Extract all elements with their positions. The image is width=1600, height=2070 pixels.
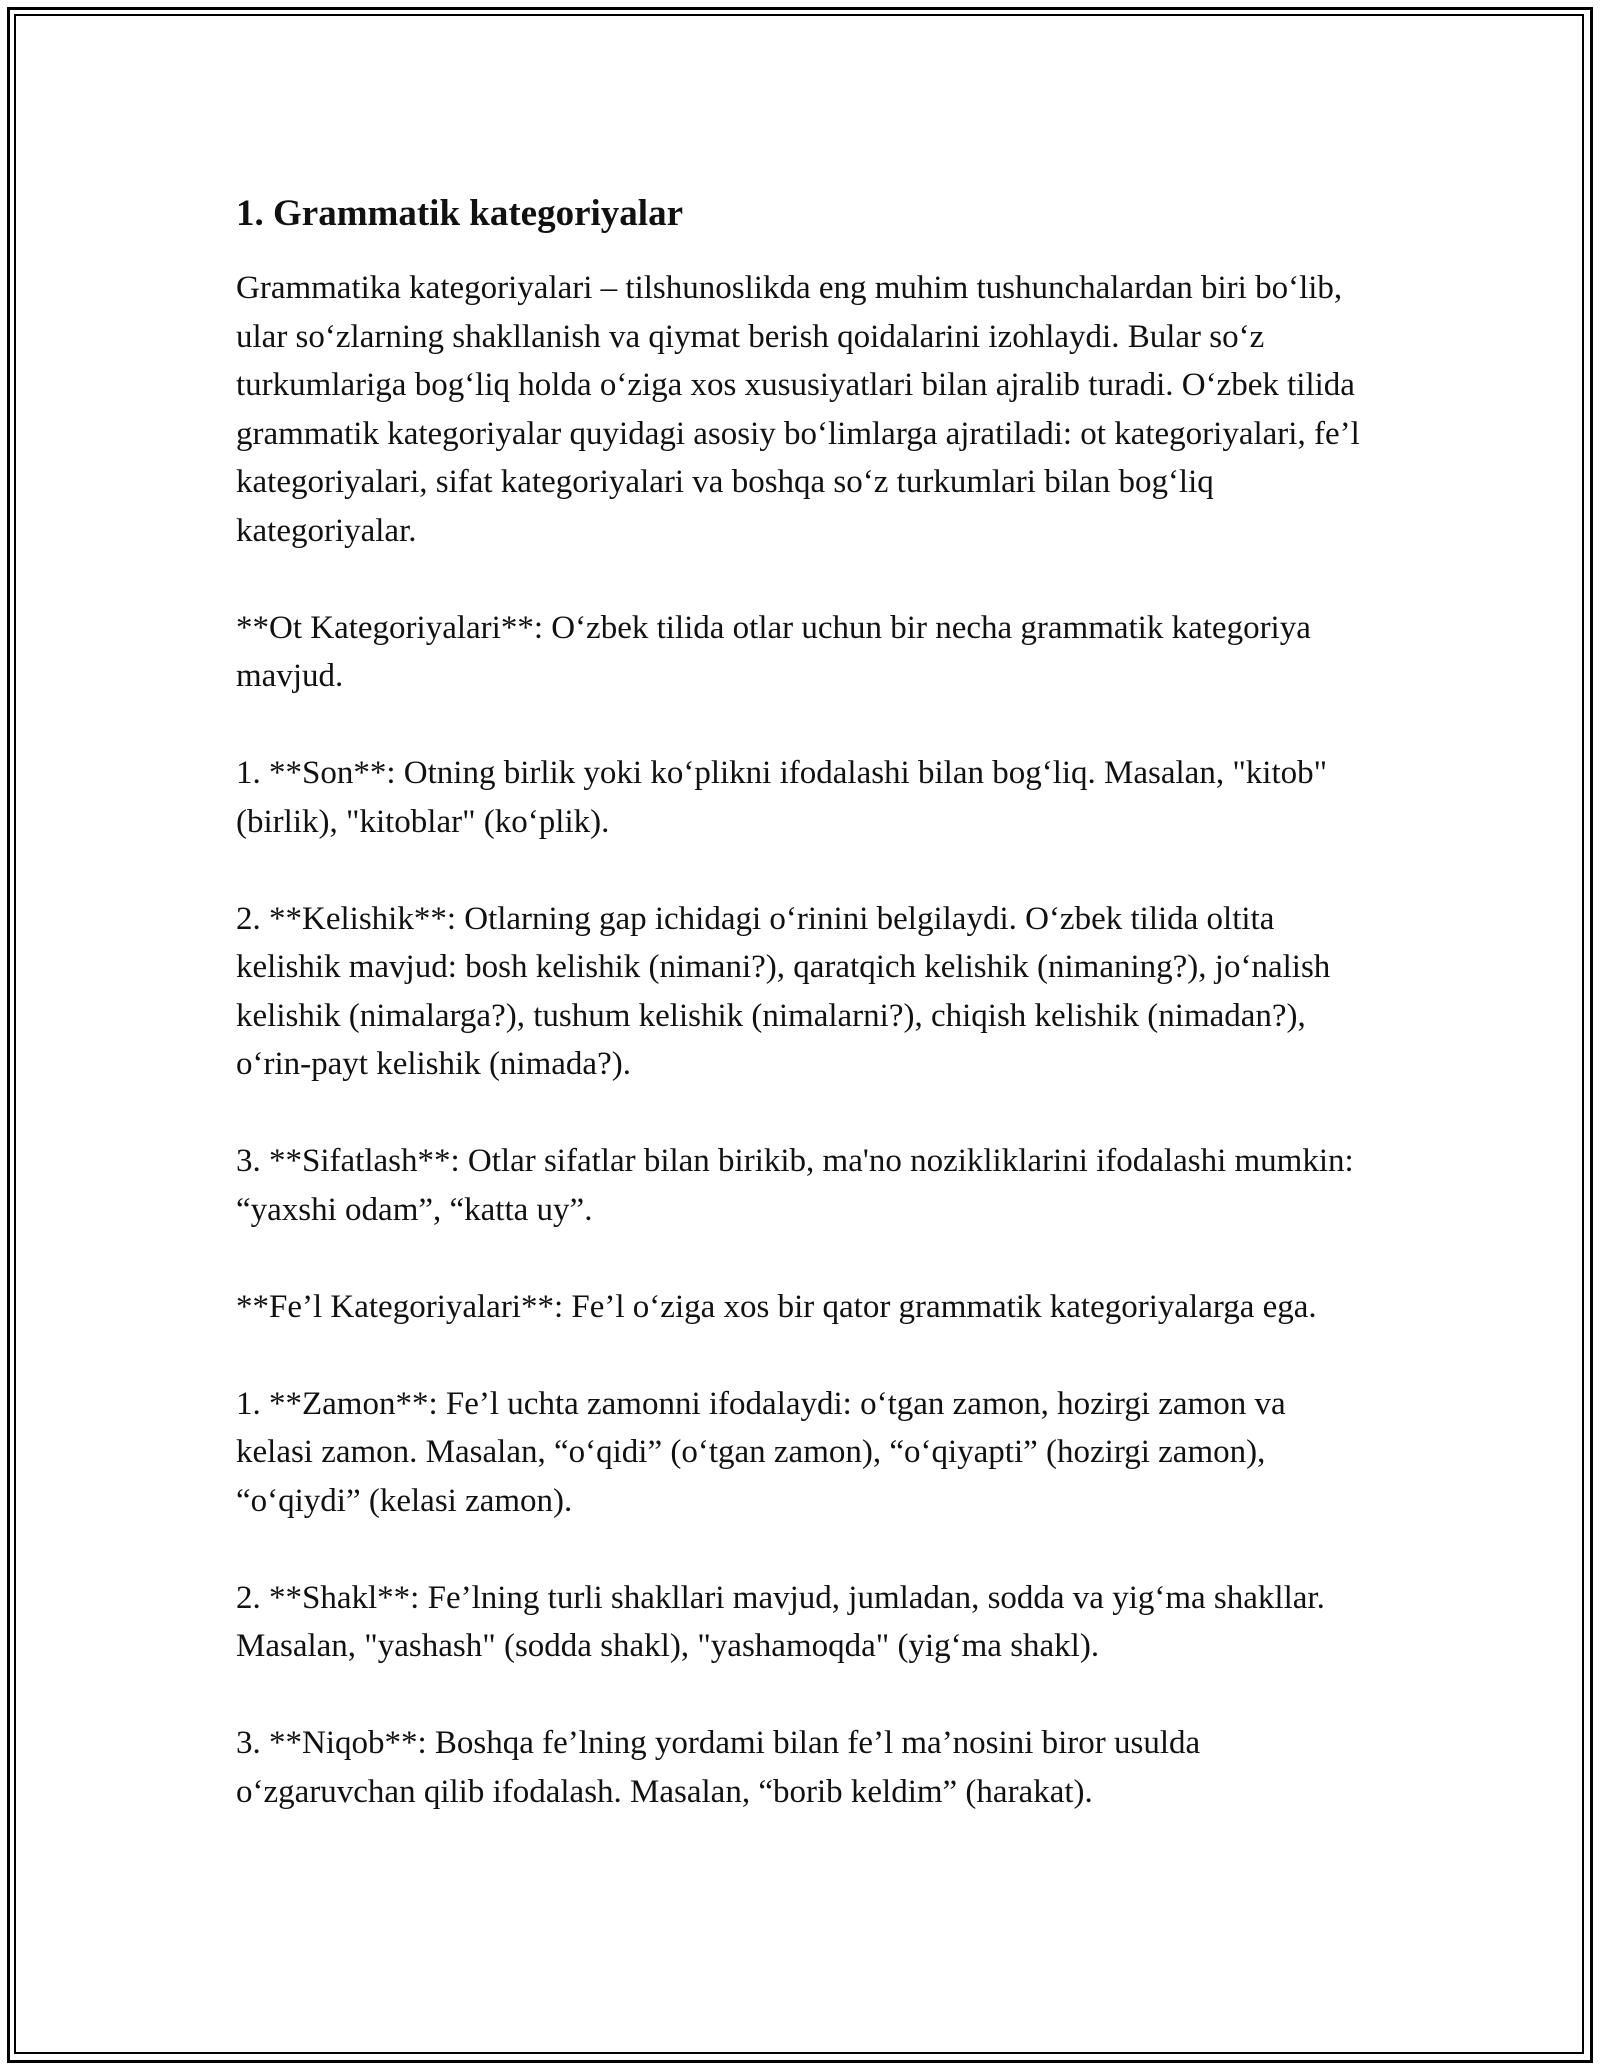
son-paragraph: 1. **Son**: Otning birlik yoki ko‘plikni ifodalashi bilan bog‘liq. Masalan, "kitob" (birlik), "kitoblar" (ko‘plik).	[236, 755, 1328, 840]
ot-categories-paragraph: **Ot Kategoriyalari**: O‘zbek tilida otlar uchun bir necha grammatik kategoriya mavjud.	[236, 609, 1311, 694]
kelishik-paragraph: 2. **Kelishik**: Otlarning gap ichidagi o‘rinini belgilaydi. O‘zbek tilida oltita kelishik mavjud: bosh kelishik (nimani?), qaratqich kelishik (nimaning?), jo‘nalish kelishik (nimalarga?), tushum kelishik (nimalarni?), chiqish kelishik (nimadan?), o‘rin-payt kelishik (nimada?).	[236, 900, 1331, 1082]
document-body	[236, 186, 1366, 1816]
zamon-paragraph: 1. **Zamon**: Fe’l uchta zamonni ifodalaydi: o‘tgan zamon, hozirgi zamon va kelasi zamon. Masalan, “o‘qidi” (o‘tgan zamon), “o‘qiyapti” (hozirgi zamon), “o‘qiydi” (kelasi zamon).	[236, 1385, 1286, 1519]
intro-paragraph: Grammatika kategoriyalari – tilshunoslikda eng muhim tushunchalardan biri bo‘lib, ular so‘zlarning shakllanish va qiymat berish qoidalarini izohlaydi. Bular so‘z turkumlariga bog‘liq holda o‘ziga xos xususiyatlari bilan ajralib turadi. O‘zbek tilida grammatik kategoriyalar quyidagi asosiy bo‘limlarga ajratiladi: ot kategoriyalari, fe’l kategoriyalari, sifat kategoriyalari va boshqa so‘z turkumlari bilan bog‘liq kategoriyalar.	[236, 270, 1360, 549]
niqob-paragraph: 3. **Niqob**: Boshqa fe’lning yordami bilan fe’l ma’nosini biror usulda o‘zgaruvchan qilib ifodalash. Masalan, “borib keldim” (harakat).	[236, 1725, 1201, 1810]
fel-categories-paragraph: **Fe’l Kategoriyalari**: Fe’l o‘ziga xos bir qator grammatik kategoriyalarga ega.	[236, 1288, 1317, 1325]
shakl-paragraph: 2. **Shakl**: Fe’lning turli shakllari mavjud, jumladan, sodda va yig‘ma shakllar. Masalan, "yashash" (sodda shakl), "yashamoqda" (yig‘ma shakl).	[236, 1579, 1325, 1664]
section-heading: 1. Grammatik kategoriyalar	[236, 193, 683, 234]
sifatlash-paragraph: 3. **Sifatlash**: Otlar sifatlar bilan birikib, ma'no nozikliklarini ifodalashi mumkin: “yaxshi odam”, “katta uy”.	[236, 1143, 1354, 1228]
